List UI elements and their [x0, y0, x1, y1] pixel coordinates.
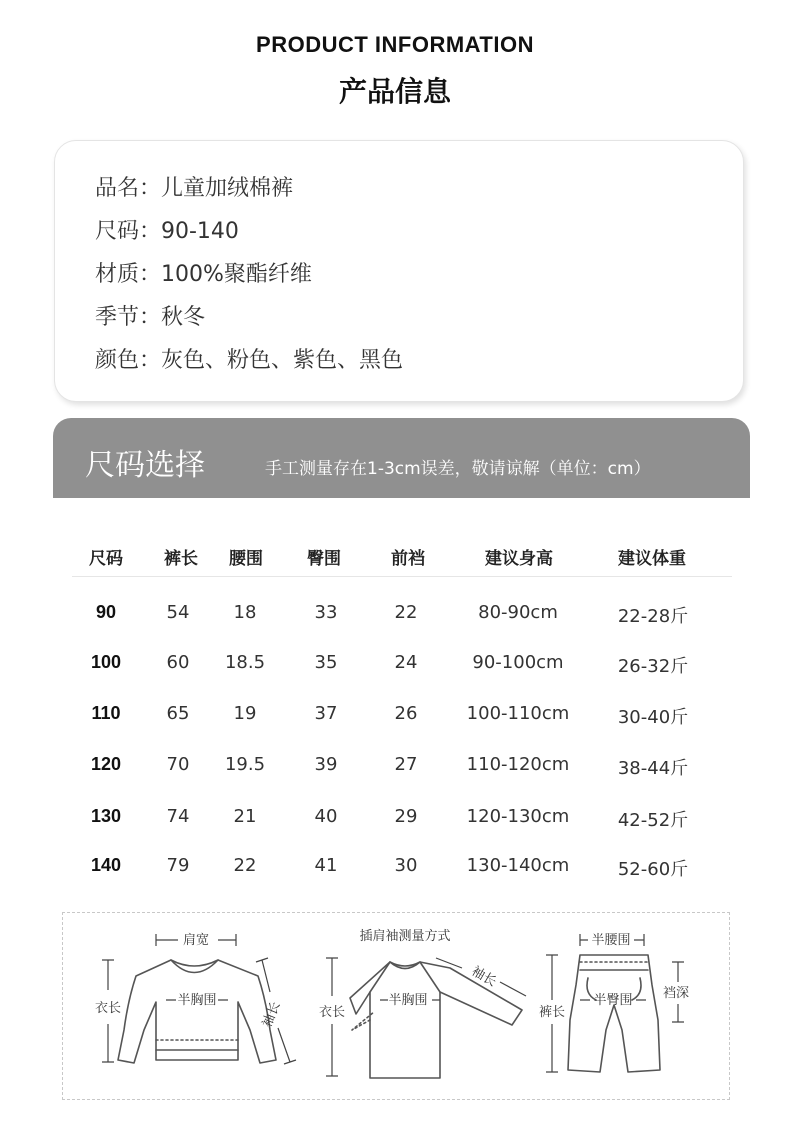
table-cell: 120: [90, 754, 122, 774]
table-cell: 29: [394, 806, 418, 827]
table-cell: 26: [394, 703, 418, 724]
table-cell: 40: [314, 806, 338, 827]
table-cell: 18.5: [224, 652, 266, 673]
table-cell: 100: [90, 652, 122, 672]
label-half-waist: 半腰围: [591, 933, 631, 948]
table-cell: 42-52斤: [617, 810, 689, 831]
table-cell: 22-28斤: [617, 606, 689, 627]
table-cell: 90: [95, 602, 117, 622]
table-cell: 130-140cm: [466, 855, 570, 876]
table-cell: 18: [233, 602, 257, 623]
table-cell: 38-44斤: [617, 758, 689, 779]
table-cell: 27: [394, 754, 418, 775]
table-cell: 19.5: [224, 754, 266, 775]
page-title-cn: 产品信息: [338, 75, 451, 108]
pants-illustration: [568, 955, 660, 1072]
table-cell: 52-60斤: [617, 859, 689, 880]
table-cell: 22: [233, 855, 257, 876]
label-raglan-half-chest: 半胸围: [388, 993, 428, 1008]
label-pants-length: 裤长: [538, 1005, 566, 1020]
col-header-size: 尺码: [89, 549, 123, 569]
info-material: 材质：100%聚酯纤维: [95, 262, 312, 287]
table-cell: 90-100cm: [472, 652, 564, 673]
label-length: 衣长: [94, 1001, 122, 1016]
col-header-rise: 前裆: [391, 549, 425, 569]
table-cell: 33: [314, 602, 338, 623]
table-cell: 22: [394, 602, 418, 623]
table-cell: 140: [90, 855, 122, 875]
table-cell: 24: [394, 652, 418, 673]
sweatshirt-illustration: [118, 960, 276, 1063]
col-header-hip: 臀围: [307, 549, 341, 569]
col-header-height: 建议身高: [485, 549, 553, 569]
label-rise: 裆深: [662, 986, 690, 1001]
table-cell: 79: [166, 855, 190, 876]
label-sleeve: 袖长: [259, 999, 284, 1030]
size-section-title: 尺码选择: [85, 448, 205, 483]
page-title-en: PRODUCT INFORMATION: [256, 32, 534, 57]
table-cell: 120-130cm: [466, 806, 570, 827]
label-raglan-title: 插肩袖测量方式: [359, 929, 451, 944]
table-cell: 54: [166, 602, 190, 623]
label-raglan-length: 衣长: [318, 1005, 346, 1020]
table-cell: 21: [233, 806, 257, 827]
col-header-waist: 腰围: [229, 549, 263, 569]
table-cell: 110: [91, 703, 121, 723]
table-cell: 30: [394, 855, 418, 876]
table-cell: 130: [90, 806, 122, 826]
col-header-length: 裤长: [164, 549, 198, 569]
info-colors: 颜色：灰色、粉色、紫色、黑色: [95, 348, 404, 373]
table-cell: 39: [314, 754, 338, 775]
col-header-weight: 建议体重: [618, 549, 686, 569]
table-cell: 41: [314, 855, 338, 876]
size-section-note: 手工测量存在1-3cm误差，敬请谅解（单位：cm）: [265, 459, 651, 479]
table-cell: 110-120cm: [466, 754, 570, 775]
table-cell: 65: [166, 703, 190, 724]
info-product-name: 品名：儿童加绒棉裤: [95, 176, 294, 201]
table-cell: 100-110cm: [466, 703, 570, 724]
label-shoulder-width: 肩宽: [182, 933, 210, 948]
info-size-range: 尺码：90-140: [95, 219, 239, 244]
table-cell: 60: [166, 652, 190, 673]
table-cell: 30-40斤: [617, 707, 689, 728]
table-cell: 35: [314, 652, 338, 673]
label-half-chest: 半胸围: [177, 993, 217, 1008]
label-half-hip: 半臀围: [593, 993, 633, 1008]
table-cell: 80-90cm: [478, 602, 558, 623]
table-cell: 26-32斤: [617, 656, 689, 677]
label-raglan-sleeve: 袖长: [468, 963, 499, 990]
table-cell: 74: [166, 806, 190, 827]
table-cell: 70: [166, 754, 190, 775]
info-season: 季节：秋冬: [95, 305, 206, 330]
table-cell: 19: [233, 703, 257, 724]
table-cell: 37: [314, 703, 338, 724]
